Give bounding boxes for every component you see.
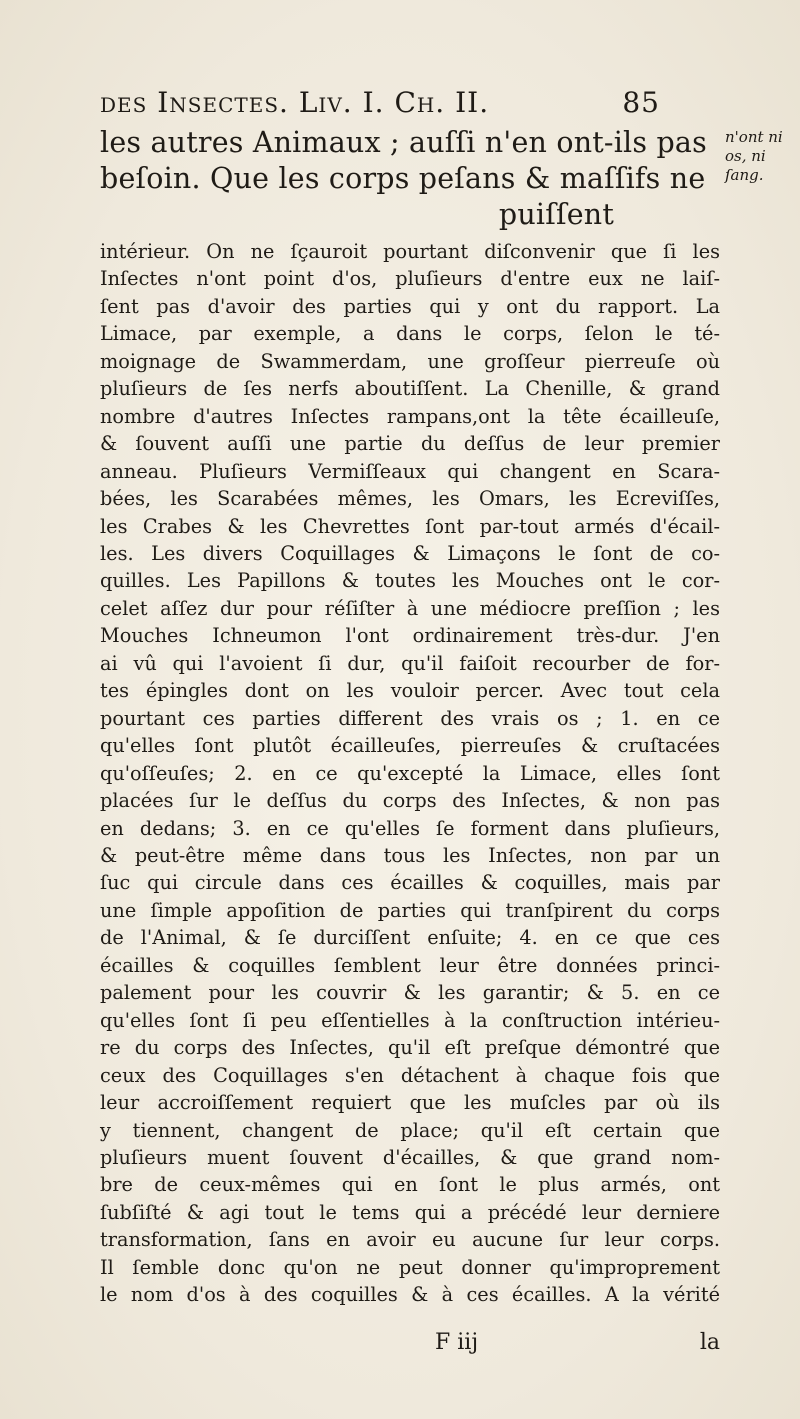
margin-note-line: os, ni	[725, 147, 766, 165]
text-line: Inſectes n'ont point d'os, pluſieurs d'entre eux ne laiſ-	[100, 267, 720, 291]
text-line: bre de ceux-mêmes qui en ſont le plus armés, ont	[100, 1173, 720, 1197]
text-line: ſuc qui circule dans ces écailles & coquilles, mais par	[100, 871, 720, 895]
margin-note	[725, 128, 797, 185]
signature-mark: F iij	[435, 1330, 479, 1355]
text-line: & ſouvent auſſi une partie du deſſus de leur premier	[100, 432, 720, 456]
catchword: la	[699, 1330, 720, 1355]
body-text	[100, 238, 720, 1309]
text-line: qu'elles ſont ſi peu eſſentielles à la conſtruction intérieu-	[100, 1008, 720, 1032]
text-line: pluſieurs muent ſouvent d'écailles, & que grand nom-	[100, 1145, 720, 1169]
text-line: Limace, par exemple, a dans le corps, ſelon le té-	[100, 322, 720, 346]
text-line: nombre d'autres Inſectes rampans,ont la tête écailleuſe,	[100, 404, 720, 428]
text-line: ſent pas d'avoir des parties qui y ont du rapport. La	[100, 294, 720, 318]
text-line: leur accroiſſement requiert que les muſcles par où ils	[100, 1091, 720, 1115]
text-line: placées ſur le deſſus du corps des Inſectes, & non pas	[100, 789, 720, 813]
opening-line: les autres Animaux ; auſſi n'en ont-ils pas	[100, 126, 707, 159]
text-line: ceux des Coquillages s'en détachent à chaque fois que	[100, 1063, 720, 1087]
text-line: le nom d'os à des coquilles & à ces écailles. A la vérité	[100, 1283, 720, 1307]
text-line: transformation, ſans en avoir eu aucune ſur leur corps.	[100, 1228, 720, 1252]
text-line: re du corps des Inſectes, qu'il eſt preſque démontré que	[100, 1036, 720, 1060]
text-line: y tiennent, changent de place; qu'il eſt certain que	[100, 1118, 720, 1142]
page-number: 85	[622, 86, 660, 119]
text-line: qu'elles ſont plutôt écailleuſes, pierreuſes & cruſtacées	[100, 734, 720, 758]
text-line: ai vû qui l'avoient ſi dur, qu'il faiſoit recourber de for-	[100, 651, 720, 675]
margin-note-line: n'ont ni	[725, 128, 783, 146]
text-line: une ſimple appoſition de parties qui tranſpirent du corps	[100, 898, 720, 922]
text-line: palement pour les couvrir & les garantir; & 5. en ce	[100, 981, 720, 1005]
text-line: celet aſſez dur pour réſiſter à une médiocre preſſion ; les	[100, 596, 720, 620]
text-line: anneau. Pluſieurs Vermiſſeaux qui changent en Scara-	[100, 459, 720, 483]
text-line: tes épingles dont on les vouloir percer. Avec tout cela	[100, 679, 720, 703]
text-line: & peut-être même dans tous les Inſectes, non par un	[100, 843, 720, 867]
text-line: en dedans; 3. en ce qu'elles ſe forment dans pluſieurs,	[100, 816, 720, 840]
text-line: ſubſiſté & agi tout le tems qui a précédé leur derniere	[100, 1200, 720, 1224]
text-line: les. Les divers Coquillages & Limaçons le ſont de co-	[100, 541, 720, 565]
margin-note-line: ſang.	[725, 166, 764, 184]
text-line: écailles & coquilles ſemblent leur être données princi-	[100, 953, 720, 977]
text-line: moignage de Swammerdam, une groſſeur pierreuſe où	[100, 349, 720, 373]
text-line: Mouches Ichneumon l'ont ordinairement très-dur. J'en	[100, 624, 720, 648]
text-line: Il ſemble donc qu'on ne peut donner qu'improprement	[100, 1255, 720, 1279]
text-line: bées, les Scarabées mêmes, les Omars, les Ecreviſſes,	[100, 487, 720, 511]
text-line: de l'Animal, & ſe durciſſent enſuite; 4. en ce que ces	[100, 926, 720, 950]
running-head-title: des Insectes. Liv. I. Ch. II.	[100, 86, 490, 119]
text-line: les Crabes & les Chevrettes ſont par-tout armés d'écail-	[100, 514, 720, 538]
opening-line: puiſſent	[498, 198, 614, 231]
text-line: pourtant ces parties different des vrais os ; 1. en ce	[100, 706, 720, 730]
text-line: intérieur. On ne ſçauroit pourtant diſconvenir que ſi les	[100, 240, 720, 263]
text-line: qu'oſſeuſes; 2. en ce qu'excepté la Limace, elles ſont	[100, 761, 720, 785]
page-footer	[100, 1330, 720, 1360]
running-head	[100, 86, 660, 119]
text-line: pluſieurs de ſes nerfs aboutiſſent. La Chenille, & grand	[100, 377, 720, 401]
opening-line: beſoin. Que les corps peſans & maſſifs ne	[100, 162, 706, 195]
opening-text	[100, 125, 720, 233]
text-line: quilles. Les Papillons & toutes les Mouches ont le cor-	[100, 569, 720, 593]
